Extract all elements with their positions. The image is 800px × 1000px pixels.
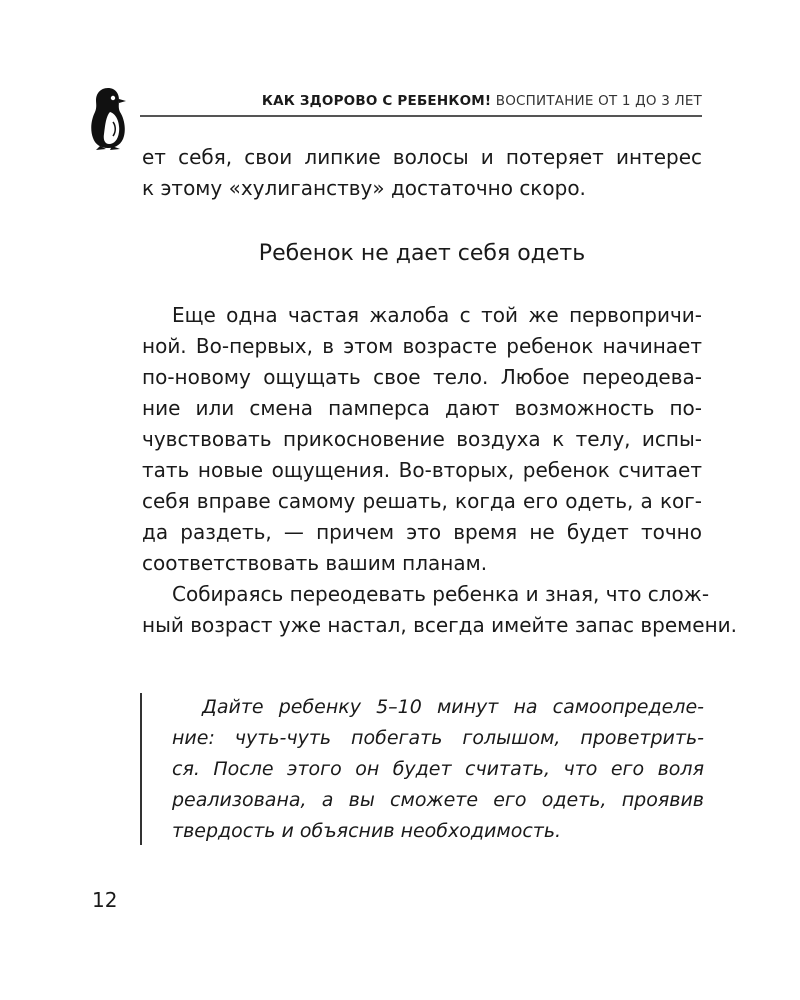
callout-text bbox=[172, 692, 704, 847]
text-line: Собираясь переодевать ребенка и зная, что слож- bbox=[172, 582, 710, 606]
text-line: твердость и объяснив необходимость. bbox=[172, 820, 562, 842]
text-line: да раздеть, — причем это время не будет точно bbox=[142, 520, 702, 544]
text-line: ние: чуть-чуть побегать голышом, проветрить- bbox=[172, 727, 704, 749]
book-subtitle: ВОСПИТАНИЕ ОТ 1 ДО 3 ЛЕТ bbox=[495, 93, 702, 109]
header-rule bbox=[140, 115, 702, 117]
text-line: реализована, а вы сможете его одеть, проявив bbox=[172, 789, 704, 811]
text-line: себя вправе самому решать, когда его одеть, а ког- bbox=[142, 489, 702, 513]
book-title: КАК ЗДОРОВО С РЕБЕНКОМ! bbox=[261, 93, 492, 109]
text-line: тать новые ощущения. Во-вторых, ребенок считает bbox=[142, 458, 702, 482]
text-line: ный возраст уже настал, всегда имейте запас времени. bbox=[142, 613, 738, 637]
text-line: чувствовать прикосновение воздуха к телу, испы- bbox=[142, 427, 702, 451]
text-line: ет себя, свои липкие волосы и потеряет интерес bbox=[142, 145, 702, 169]
text-line: Еще одна частая жалоба с той же первопричи- bbox=[172, 303, 702, 327]
text-line: ной. Во-первых, в этом возрасте ребенок начинает bbox=[142, 334, 702, 358]
section-heading: Ребенок не дает себя одеть bbox=[258, 241, 586, 266]
text-line: ся. После этого он будет считать, что его воля bbox=[172, 758, 704, 780]
text-line: ние или смена памперса дают возможность по- bbox=[142, 396, 702, 420]
text-line: соответствовать вашим планам. bbox=[142, 551, 488, 575]
text-line: Дайте ребенку 5–10 минут на самоопределе- bbox=[202, 696, 704, 718]
running-header bbox=[140, 92, 702, 110]
page-number: 12 bbox=[92, 888, 118, 912]
continuation-text bbox=[142, 142, 702, 204]
callout-bar bbox=[140, 693, 142, 845]
text-line: к этому «хулиганству» достаточно скоро. bbox=[142, 176, 586, 200]
text-line: по-новому ощущать свое тело. Любое переодева- bbox=[142, 365, 702, 389]
body-paragraphs bbox=[142, 300, 738, 641]
penguin-icon bbox=[86, 82, 136, 152]
